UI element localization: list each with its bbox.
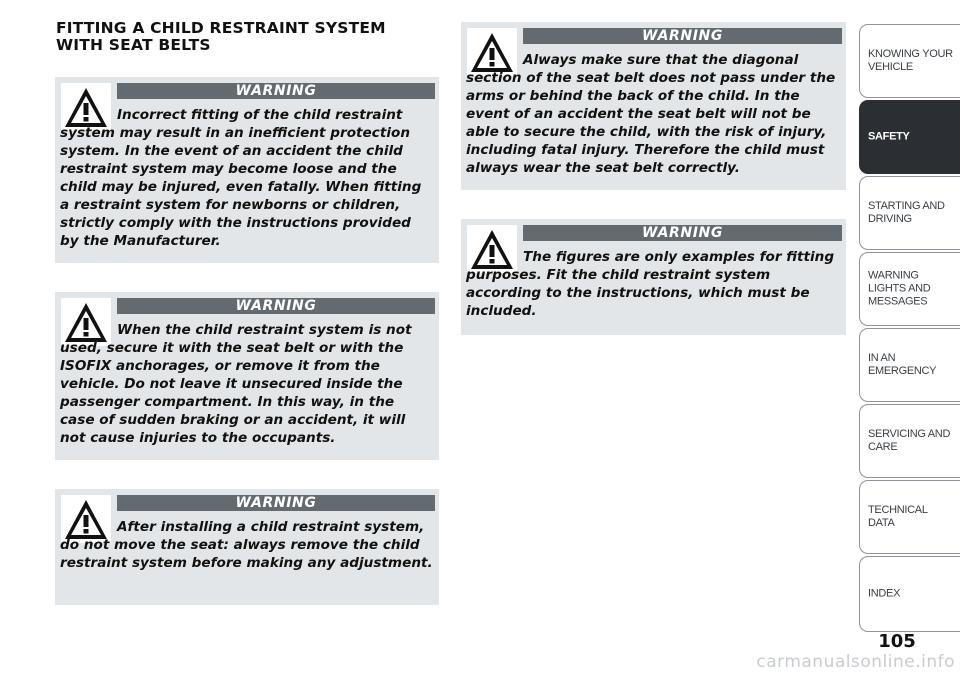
- tab-label: SERVICING AND CARE: [868, 428, 951, 453]
- tab-in-an-emergency[interactable]: [859, 328, 960, 402]
- warning-text: When the child restraint system is not used, secure it with the seat belt or with the ISOFIX anchorages, or remove it from the vehicle. Do not leave it unsecured inside the passenger compartment. In this way, in the case of sudden braking or an accident, it will not cause injuries to the occupants.: [60, 322, 412, 446]
- section-title: FITTING A CHILD RESTRAINT SYSTEM WITH SEAT BELTS: [56, 19, 386, 54]
- tab-label: WARNING LIGHTS AND MESSAGES: [868, 269, 931, 308]
- tab-label: STARTING AND DRIVING: [868, 200, 945, 225]
- warning-header: WARNING: [117, 83, 435, 99]
- tab-label: TECHNICAL DATA: [868, 504, 928, 529]
- warning-text: The figures are only examples for fitting purposes. Fit the child restraint system according to the instructions, which must be included.: [466, 249, 835, 319]
- warning-header: WARNING: [117, 298, 435, 314]
- warning-text: Always make sure that the diagonal section of the seat belt does not pass under the arms or behind the back of the child. In the event of an accident the seat belt will not be able to secure the child, with the risk of injury, including fatal injury. Therefore the child must always wear the seat belt correctly.: [466, 52, 836, 176]
- warning-box-diagonal-belt: [461, 22, 846, 190]
- tab-index[interactable]: [859, 556, 960, 632]
- warning-text: Incorrect fitting of the child restraint system may result in an inefficient protection system. In the event of an accident the child restraint system may become loose and the child may be injured, even fatally. When fitting a restraint system for newborns or children, strictly comply with the instructions provided by the Manufacturer.: [60, 107, 422, 249]
- warning-header: WARNING: [523, 28, 842, 44]
- tab-technical-data[interactable]: [859, 480, 960, 554]
- page-number: 105: [878, 631, 916, 652]
- watermark-text: carmanualsonline.info: [756, 652, 955, 672]
- tab-label: KNOWING YOUR VEHICLE: [868, 48, 953, 73]
- warning-header: WARNING: [117, 495, 435, 511]
- tab-label: IN AN EMERGENCY: [868, 352, 937, 377]
- warning-header: WARNING: [523, 225, 842, 241]
- warning-box-figures-examples: [461, 219, 846, 335]
- warning-box-do-not-move-seat: [55, 489, 439, 605]
- tab-servicing-and-care[interactable]: [859, 404, 960, 478]
- tab-label: INDEX: [868, 587, 901, 600]
- tab-label: SAFETY: [868, 130, 910, 143]
- warning-box-unused-restraint: [55, 292, 439, 460]
- tab-knowing-your-vehicle[interactable]: [859, 24, 960, 98]
- warning-box-incorrect-fitting: [55, 77, 439, 263]
- tab-safety[interactable]: [859, 100, 960, 174]
- warning-text: After installing a child restraint system, do not move the seat: always remove the child restraint system before making any adjustment.: [60, 519, 433, 571]
- chapter-tabs: [859, 24, 960, 632]
- tab-starting-and-driving[interactable]: [859, 176, 960, 250]
- tab-warning-lights-and-messages[interactable]: [859, 252, 960, 326]
